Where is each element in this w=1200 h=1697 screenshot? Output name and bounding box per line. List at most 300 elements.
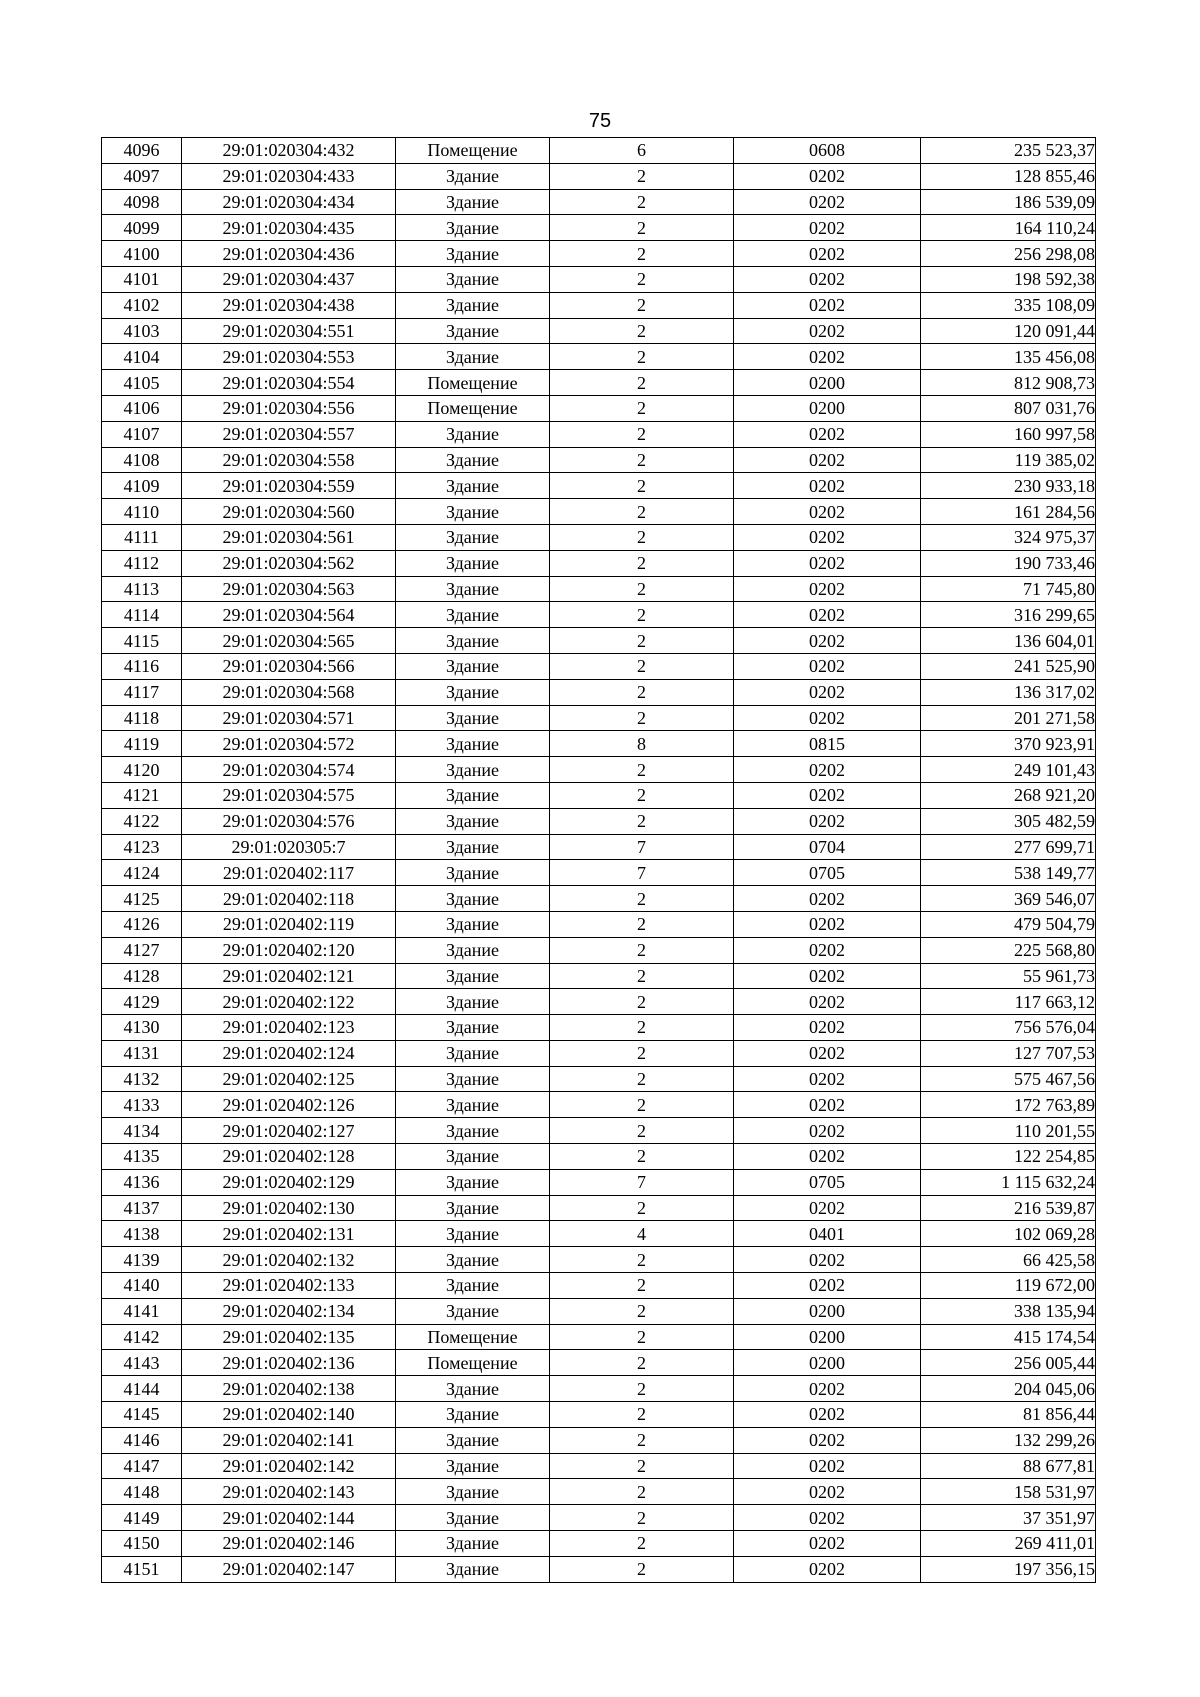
table-row xyxy=(102,1092,1096,1118)
subgroup-code-cell: 0202 xyxy=(734,447,921,473)
object-type-cell: Здание xyxy=(396,628,550,654)
cadastral-value-cell: 269 411,01 xyxy=(921,1531,1096,1557)
cadastral-number-cell: 29:01:020305:7 xyxy=(182,834,396,860)
object-type-cell: Здание xyxy=(396,241,550,267)
group-number-cell: 8 xyxy=(550,731,734,757)
group-number-cell: 2 xyxy=(550,1247,734,1273)
group-number-cell: 2 xyxy=(550,550,734,576)
table-row xyxy=(102,1531,1096,1557)
group-number-cell: 6 xyxy=(550,138,734,164)
group-number-cell: 2 xyxy=(550,1505,734,1531)
cadastral-value-cell: 204 045,06 xyxy=(921,1376,1096,1402)
cadastral-number-cell: 29:01:020304:432 xyxy=(182,138,396,164)
cadastral-value-cell: 136 604,01 xyxy=(921,628,1096,654)
subgroup-code-cell: 0202 xyxy=(734,963,921,989)
group-number-cell: 2 xyxy=(550,602,734,628)
group-number-cell: 2 xyxy=(550,1015,734,1041)
cadastral-number-cell: 29:01:020402:131 xyxy=(182,1221,396,1247)
row-number-cell: 4114 xyxy=(102,602,182,628)
cadastral-number-cell: 29:01:020402:118 xyxy=(182,886,396,912)
subgroup-code-cell: 0202 xyxy=(734,1556,921,1582)
table-row xyxy=(102,1298,1096,1324)
row-number-cell: 4131 xyxy=(102,1040,182,1066)
subgroup-code-cell: 0705 xyxy=(734,860,921,886)
table-row xyxy=(102,705,1096,731)
group-number-cell: 2 xyxy=(550,1453,734,1479)
row-number-cell: 4140 xyxy=(102,1273,182,1299)
row-number-cell: 4125 xyxy=(102,886,182,912)
object-type-cell: Здание xyxy=(396,1118,550,1144)
cadastral-number-cell: 29:01:020304:566 xyxy=(182,653,396,679)
subgroup-code-cell: 0202 xyxy=(734,1427,921,1453)
subgroup-code-cell: 0202 xyxy=(734,1376,921,1402)
subgroup-code-cell: 0608 xyxy=(734,138,921,164)
cadastral-value-cell: 190 733,46 xyxy=(921,550,1096,576)
object-type-cell: Здание xyxy=(396,1453,550,1479)
table-row xyxy=(102,1118,1096,1144)
table-row xyxy=(102,1221,1096,1247)
table-row xyxy=(102,963,1096,989)
cadastral-number-cell: 29:01:020304:571 xyxy=(182,705,396,731)
subgroup-code-cell: 0202 xyxy=(734,911,921,937)
cadastral-number-cell: 29:01:020402:136 xyxy=(182,1350,396,1376)
group-number-cell: 2 xyxy=(550,447,734,473)
group-number-cell: 2 xyxy=(550,911,734,937)
table-row xyxy=(102,1402,1096,1428)
table-row xyxy=(102,602,1096,628)
cadastral-value-cell: 55 961,73 xyxy=(921,963,1096,989)
cadastral-value-cell: 71 745,80 xyxy=(921,576,1096,602)
cadastral-value-cell: 369 546,07 xyxy=(921,886,1096,912)
cadastral-value-cell: 37 351,97 xyxy=(921,1505,1096,1531)
cadastral-number-cell: 29:01:020402:140 xyxy=(182,1402,396,1428)
row-number-cell: 4103 xyxy=(102,318,182,344)
table-row xyxy=(102,1169,1096,1195)
cadastral-number-cell: 29:01:020402:122 xyxy=(182,989,396,1015)
row-number-cell: 4099 xyxy=(102,215,182,241)
object-type-cell: Здание xyxy=(396,1479,550,1505)
subgroup-code-cell: 0202 xyxy=(734,1066,921,1092)
row-number-cell: 4097 xyxy=(102,163,182,189)
cadastral-value-cell: 230 933,18 xyxy=(921,473,1096,499)
object-type-cell: Здание xyxy=(396,1556,550,1582)
row-number-cell: 4143 xyxy=(102,1350,182,1376)
group-number-cell: 2 xyxy=(550,370,734,396)
cadastral-number-cell: 29:01:020304:561 xyxy=(182,524,396,550)
table-row xyxy=(102,318,1096,344)
cadastral-value-cell: 305 482,59 xyxy=(921,808,1096,834)
object-type-cell: Помещение xyxy=(396,395,550,421)
cadastral-number-cell: 29:01:020402:138 xyxy=(182,1376,396,1402)
object-type-cell: Здание xyxy=(396,447,550,473)
group-number-cell: 2 xyxy=(550,757,734,783)
cadastral-value-cell: 575 467,56 xyxy=(921,1066,1096,1092)
cadastral-value-cell: 316 299,65 xyxy=(921,602,1096,628)
subgroup-code-cell: 0202 xyxy=(734,757,921,783)
row-number-cell: 4141 xyxy=(102,1298,182,1324)
object-type-cell: Помещение xyxy=(396,1350,550,1376)
cadastral-value-cell: 807 031,76 xyxy=(921,395,1096,421)
cadastral-value-cell: 117 663,12 xyxy=(921,989,1096,1015)
table-row xyxy=(102,421,1096,447)
cadastral-number-cell: 29:01:020402:144 xyxy=(182,1505,396,1531)
group-number-cell: 2 xyxy=(550,1195,734,1221)
row-number-cell: 4105 xyxy=(102,370,182,396)
row-number-cell: 4149 xyxy=(102,1505,182,1531)
row-number-cell: 4123 xyxy=(102,834,182,860)
subgroup-code-cell: 0202 xyxy=(734,1195,921,1221)
object-type-cell: Здание xyxy=(396,782,550,808)
cadastral-value-cell: 119 385,02 xyxy=(921,447,1096,473)
group-number-cell: 2 xyxy=(550,1040,734,1066)
row-number-cell: 4122 xyxy=(102,808,182,834)
row-number-cell: 4126 xyxy=(102,911,182,937)
row-number-cell: 4117 xyxy=(102,679,182,705)
object-type-cell: Здание xyxy=(396,1221,550,1247)
table-row xyxy=(102,989,1096,1015)
object-type-cell: Здание xyxy=(396,1015,550,1041)
cadastral-number-cell: 29:01:020304:551 xyxy=(182,318,396,344)
subgroup-code-cell: 0200 xyxy=(734,1324,921,1350)
cadastral-value-cell: 812 908,73 xyxy=(921,370,1096,396)
group-number-cell: 2 xyxy=(550,628,734,654)
subgroup-code-cell: 0202 xyxy=(734,679,921,705)
subgroup-code-cell: 0202 xyxy=(734,1015,921,1041)
cadastral-value-cell: 225 568,80 xyxy=(921,937,1096,963)
object-type-cell: Здание xyxy=(396,473,550,499)
table-row xyxy=(102,1505,1096,1531)
object-type-cell: Помещение xyxy=(396,1324,550,1350)
group-number-cell: 2 xyxy=(550,1531,734,1557)
object-type-cell: Здание xyxy=(396,911,550,937)
cadastral-number-cell: 29:01:020304:437 xyxy=(182,266,396,292)
group-number-cell: 2 xyxy=(550,782,734,808)
cadastral-value-cell: 136 317,02 xyxy=(921,679,1096,705)
group-number-cell: 2 xyxy=(550,1066,734,1092)
cadastral-value-cell: 256 298,08 xyxy=(921,241,1096,267)
table-row xyxy=(102,138,1096,164)
cadastral-value-cell: 235 523,37 xyxy=(921,138,1096,164)
group-number-cell: 2 xyxy=(550,189,734,215)
subgroup-code-cell: 0202 xyxy=(734,1273,921,1299)
object-type-cell: Здание xyxy=(396,1298,550,1324)
subgroup-code-cell: 0202 xyxy=(734,241,921,267)
object-type-cell: Здание xyxy=(396,524,550,550)
cadastral-number-cell: 29:01:020304:568 xyxy=(182,679,396,705)
table-row xyxy=(102,731,1096,757)
subgroup-code-cell: 0202 xyxy=(734,292,921,318)
row-number-cell: 4116 xyxy=(102,653,182,679)
row-number-cell: 4104 xyxy=(102,344,182,370)
object-type-cell: Здание xyxy=(396,1040,550,1066)
row-number-cell: 4135 xyxy=(102,1144,182,1170)
table-row xyxy=(102,1144,1096,1170)
row-number-cell: 4127 xyxy=(102,937,182,963)
row-number-cell: 4134 xyxy=(102,1118,182,1144)
row-number-cell: 4107 xyxy=(102,421,182,447)
subgroup-code-cell: 0202 xyxy=(734,653,921,679)
row-number-cell: 4111 xyxy=(102,524,182,550)
row-number-cell: 4113 xyxy=(102,576,182,602)
subgroup-code-cell: 0815 xyxy=(734,731,921,757)
cadastral-value-cell: 338 135,94 xyxy=(921,1298,1096,1324)
row-number-cell: 4124 xyxy=(102,860,182,886)
cadastral-value-cell: 324 975,37 xyxy=(921,524,1096,550)
group-number-cell: 2 xyxy=(550,886,734,912)
subgroup-code-cell: 0202 xyxy=(734,473,921,499)
cadastral-value-cell: 128 855,46 xyxy=(921,163,1096,189)
cadastral-value-cell: 186 539,09 xyxy=(921,189,1096,215)
table-row xyxy=(102,215,1096,241)
row-number-cell: 4136 xyxy=(102,1169,182,1195)
cadastral-number-cell: 29:01:020304:572 xyxy=(182,731,396,757)
object-type-cell: Здание xyxy=(396,602,550,628)
cadastral-number-cell: 29:01:020402:126 xyxy=(182,1092,396,1118)
table-row xyxy=(102,576,1096,602)
object-type-cell: Здание xyxy=(396,1427,550,1453)
cadastral-number-cell: 29:01:020304:433 xyxy=(182,163,396,189)
group-number-cell: 2 xyxy=(550,653,734,679)
group-number-cell: 2 xyxy=(550,1273,734,1299)
cadastral-value-cell: 122 254,85 xyxy=(921,1144,1096,1170)
object-type-cell: Здание xyxy=(396,421,550,447)
cadastral-number-cell: 29:01:020402:135 xyxy=(182,1324,396,1350)
group-number-cell: 2 xyxy=(550,1402,734,1428)
group-number-cell: 2 xyxy=(550,1144,734,1170)
group-number-cell: 2 xyxy=(550,808,734,834)
table-row xyxy=(102,344,1096,370)
cadastral-value-cell: 127 707,53 xyxy=(921,1040,1096,1066)
cadastral-number-cell: 29:01:020304:553 xyxy=(182,344,396,370)
row-number-cell: 4096 xyxy=(102,138,182,164)
cadastral-number-cell: 29:01:020304:558 xyxy=(182,447,396,473)
table-row xyxy=(102,679,1096,705)
cadastral-value-cell: 132 299,26 xyxy=(921,1427,1096,1453)
row-number-cell: 4120 xyxy=(102,757,182,783)
row-number-cell: 4128 xyxy=(102,963,182,989)
cadastral-number-cell: 29:01:020402:146 xyxy=(182,1531,396,1557)
cadastral-number-cell: 29:01:020304:436 xyxy=(182,241,396,267)
row-number-cell: 4110 xyxy=(102,499,182,525)
cadastral-number-cell: 29:01:020402:125 xyxy=(182,1066,396,1092)
cadastral-number-cell: 29:01:020304:438 xyxy=(182,292,396,318)
object-type-cell: Здание xyxy=(396,189,550,215)
table-row xyxy=(102,163,1096,189)
row-number-cell: 4109 xyxy=(102,473,182,499)
subgroup-code-cell: 0202 xyxy=(734,189,921,215)
group-number-cell: 2 xyxy=(550,1350,734,1376)
subgroup-code-cell: 0202 xyxy=(734,1040,921,1066)
row-number-cell: 4137 xyxy=(102,1195,182,1221)
cadastral-number-cell: 29:01:020304:564 xyxy=(182,602,396,628)
table-row xyxy=(102,886,1096,912)
subgroup-code-cell: 0202 xyxy=(734,1247,921,1273)
subgroup-code-cell: 0202 xyxy=(734,550,921,576)
cadastral-number-cell: 29:01:020402:147 xyxy=(182,1556,396,1582)
subgroup-code-cell: 0202 xyxy=(734,1505,921,1531)
group-number-cell: 2 xyxy=(550,1092,734,1118)
cadastral-number-cell: 29:01:020304:556 xyxy=(182,395,396,421)
subgroup-code-cell: 0202 xyxy=(734,1402,921,1428)
row-number-cell: 4133 xyxy=(102,1092,182,1118)
cadastral-number-cell: 29:01:020402:142 xyxy=(182,1453,396,1479)
cadastral-number-cell: 29:01:020304:554 xyxy=(182,370,396,396)
group-number-cell: 2 xyxy=(550,679,734,705)
subgroup-code-cell: 0704 xyxy=(734,834,921,860)
subgroup-code-cell: 0202 xyxy=(734,1531,921,1557)
object-type-cell: Здание xyxy=(396,1273,550,1299)
row-number-cell: 4145 xyxy=(102,1402,182,1428)
cadastral-number-cell: 29:01:020304:574 xyxy=(182,757,396,783)
row-number-cell: 4106 xyxy=(102,395,182,421)
cadastral-value-table xyxy=(101,137,1096,1583)
group-number-cell: 2 xyxy=(550,499,734,525)
group-number-cell: 2 xyxy=(550,989,734,1015)
object-type-cell: Здание xyxy=(396,653,550,679)
subgroup-code-cell: 0200 xyxy=(734,1350,921,1376)
subgroup-code-cell: 0202 xyxy=(734,1092,921,1118)
cadastral-number-cell: 29:01:020402:141 xyxy=(182,1427,396,1453)
cadastral-value-cell: 120 091,44 xyxy=(921,318,1096,344)
object-type-cell: Здание xyxy=(396,860,550,886)
row-number-cell: 4112 xyxy=(102,550,182,576)
object-type-cell: Здание xyxy=(396,266,550,292)
row-number-cell: 4138 xyxy=(102,1221,182,1247)
object-type-cell: Здание xyxy=(396,1092,550,1118)
row-number-cell: 4129 xyxy=(102,989,182,1015)
object-type-cell: Здание xyxy=(396,499,550,525)
subgroup-code-cell: 0202 xyxy=(734,1453,921,1479)
row-number-cell: 4121 xyxy=(102,782,182,808)
table-row xyxy=(102,189,1096,215)
cadastral-number-cell: 29:01:020304:559 xyxy=(182,473,396,499)
subgroup-code-cell: 0401 xyxy=(734,1221,921,1247)
table-row xyxy=(102,757,1096,783)
cadastral-value-cell: 370 923,91 xyxy=(921,731,1096,757)
table-row xyxy=(102,473,1096,499)
table-row xyxy=(102,1479,1096,1505)
cadastral-number-cell: 29:01:020304:562 xyxy=(182,550,396,576)
subgroup-code-cell: 0202 xyxy=(734,1144,921,1170)
cadastral-number-cell: 29:01:020402:121 xyxy=(182,963,396,989)
cadastral-value-cell: 158 531,97 xyxy=(921,1479,1096,1505)
object-type-cell: Здание xyxy=(396,1505,550,1531)
subgroup-code-cell: 0202 xyxy=(734,318,921,344)
cadastral-value-cell: 1 115 632,24 xyxy=(921,1169,1096,1195)
group-number-cell: 2 xyxy=(550,292,734,318)
group-number-cell: 2 xyxy=(550,163,734,189)
row-number-cell: 4100 xyxy=(102,241,182,267)
row-number-cell: 4130 xyxy=(102,1015,182,1041)
table-row xyxy=(102,370,1096,396)
object-type-cell: Здание xyxy=(396,163,550,189)
group-number-cell: 2 xyxy=(550,705,734,731)
table-row xyxy=(102,266,1096,292)
cadastral-value-cell: 110 201,55 xyxy=(921,1118,1096,1144)
row-number-cell: 4119 xyxy=(102,731,182,757)
subgroup-code-cell: 0200 xyxy=(734,1298,921,1324)
subgroup-code-cell: 0202 xyxy=(734,266,921,292)
row-number-cell: 4148 xyxy=(102,1479,182,1505)
subgroup-code-cell: 0202 xyxy=(734,576,921,602)
table-row xyxy=(102,937,1096,963)
table-row xyxy=(102,1015,1096,1041)
object-type-cell: Помещение xyxy=(396,138,550,164)
cadastral-value-cell: 198 592,38 xyxy=(921,266,1096,292)
table-row xyxy=(102,447,1096,473)
cadastral-number-cell: 29:01:020402:134 xyxy=(182,1298,396,1324)
table-row xyxy=(102,1273,1096,1299)
subgroup-code-cell: 0202 xyxy=(734,937,921,963)
cadastral-number-cell: 29:01:020304:557 xyxy=(182,421,396,447)
cadastral-value-cell: 119 672,00 xyxy=(921,1273,1096,1299)
object-type-cell: Здание xyxy=(396,731,550,757)
table-row xyxy=(102,860,1096,886)
group-number-cell: 2 xyxy=(550,473,734,499)
cadastral-value-cell: 277 699,71 xyxy=(921,834,1096,860)
object-type-cell: Здание xyxy=(396,679,550,705)
group-number-cell: 2 xyxy=(550,937,734,963)
object-type-cell: Здание xyxy=(396,1531,550,1557)
subgroup-code-cell: 0202 xyxy=(734,782,921,808)
cadastral-value-cell: 197 356,15 xyxy=(921,1556,1096,1582)
row-number-cell: 4139 xyxy=(102,1247,182,1273)
cadastral-value-cell: 88 677,81 xyxy=(921,1453,1096,1479)
cadastral-value-cell: 164 110,24 xyxy=(921,215,1096,241)
subgroup-code-cell: 0202 xyxy=(734,215,921,241)
row-number-cell: 4115 xyxy=(102,628,182,654)
cadastral-number-cell: 29:01:020304:435 xyxy=(182,215,396,241)
row-number-cell: 4151 xyxy=(102,1556,182,1582)
row-number-cell: 4142 xyxy=(102,1324,182,1350)
group-number-cell: 2 xyxy=(550,395,734,421)
object-type-cell: Здание xyxy=(396,292,550,318)
row-number-cell: 4146 xyxy=(102,1427,182,1453)
table-row xyxy=(102,911,1096,937)
object-type-cell: Здание xyxy=(396,1066,550,1092)
group-number-cell: 2 xyxy=(550,576,734,602)
table-row xyxy=(102,1040,1096,1066)
cadastral-value-cell: 479 504,79 xyxy=(921,911,1096,937)
group-number-cell: 2 xyxy=(550,241,734,267)
cadastral-number-cell: 29:01:020304:563 xyxy=(182,576,396,602)
table-row xyxy=(102,292,1096,318)
group-number-cell: 2 xyxy=(550,344,734,370)
object-type-cell: Здание xyxy=(396,318,550,344)
cadastral-number-cell: 29:01:020402:117 xyxy=(182,860,396,886)
table-row xyxy=(102,1195,1096,1221)
group-number-cell: 2 xyxy=(550,1376,734,1402)
table-body xyxy=(102,138,1096,1583)
cadastral-value-cell: 66 425,58 xyxy=(921,1247,1096,1273)
group-number-cell: 2 xyxy=(550,963,734,989)
object-type-cell: Здание xyxy=(396,550,550,576)
group-number-cell: 7 xyxy=(550,834,734,860)
object-type-cell: Здание xyxy=(396,705,550,731)
table-row xyxy=(102,1350,1096,1376)
cadastral-number-cell: 29:01:020402:124 xyxy=(182,1040,396,1066)
table-row xyxy=(102,782,1096,808)
row-number-cell: 4144 xyxy=(102,1376,182,1402)
cadastral-value-cell: 268 921,20 xyxy=(921,782,1096,808)
cadastral-value-cell: 161 284,56 xyxy=(921,499,1096,525)
subgroup-code-cell: 0202 xyxy=(734,421,921,447)
object-type-cell: Здание xyxy=(396,989,550,1015)
subgroup-code-cell: 0202 xyxy=(734,163,921,189)
row-number-cell: 4102 xyxy=(102,292,182,318)
group-number-cell: 2 xyxy=(550,1556,734,1582)
cadastral-value-cell: 241 525,90 xyxy=(921,653,1096,679)
